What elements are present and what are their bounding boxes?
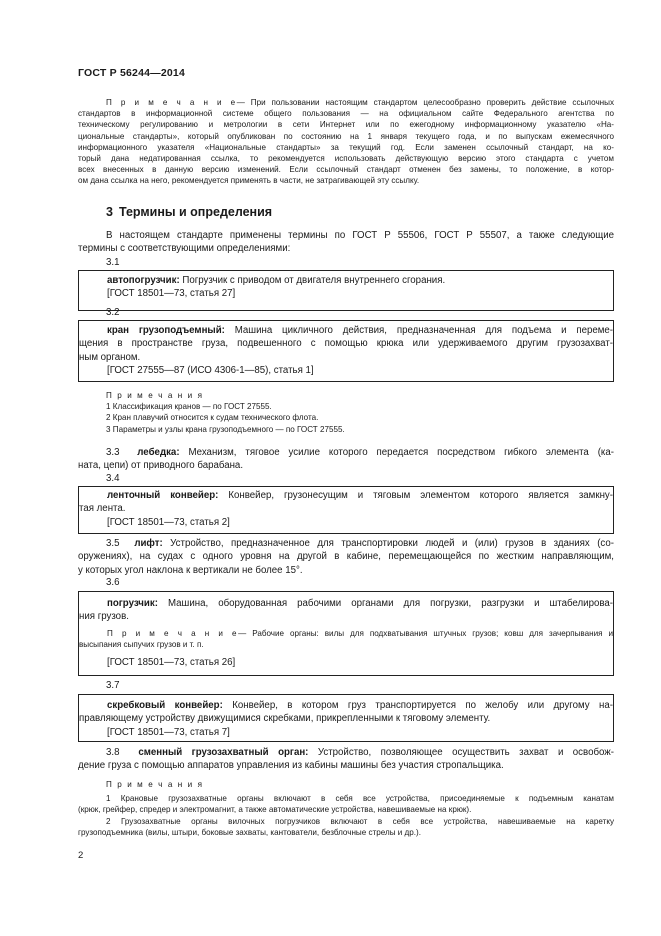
- section-intro: В настоящем стандарте применены термины по ГОСТ Р 55506, ГОСТ Р 55507, а также следующие термины с соответствующими определениями:: [78, 230, 614, 255]
- term-box-3-1: автопогрузчик: Погрузчик с приводом от двигателя внутреннего сгорания. [ГОСТ 18501—73, статья 27]: [78, 270, 614, 311]
- note-line: техническому регулированию и метрологии в сети Интернет или по ежегодному информационному указателю «На-: [78, 120, 614, 130]
- note-line: торый дана недатированная ссылка, то рекомендуется использовать действующую версию этого стандарта с учетом: [78, 154, 614, 164]
- top-note: [78, 97, 614, 187]
- term-name: лифт:: [134, 538, 163, 549]
- term-box-3-7: скребковый конвейер: Конвейер, в котором груз транспортируется по желобу или другому на- правляющему устройству движущимися скребками, прикрепленными к тяговому элементу. [ГОСТ 18501—73, статья 7]: [78, 694, 614, 742]
- note-label: П р и м е ч а н и е: [107, 628, 239, 638]
- notes-label: П р и м е ч а н и я: [106, 780, 204, 789]
- note-line: всех внесенных в данную версию изменений. Если ссылочный стандарт отменен без замены, то положение, в котор-: [78, 165, 614, 175]
- term-box-3-2: кран грузоподъемный: Машина цикличного действия, предназначенная для подъема и переме- щения в пространстве груза, подвешенного с помощью крюка или удерживаемого другим грузозахват- ным органом. [ГОСТ 27555—87 (ИСО 4306-1—85), статья 1]: [78, 320, 614, 382]
- term-name: сменный грузозахватный орган:: [138, 747, 309, 758]
- term-box-3-4: ленточный конвейер: Конвейер, грузонесущим и тяговым элементом которого является замкну- тая лента. [ГОСТ 18501—73, статья 2]: [78, 486, 614, 534]
- note-line: П р и м е ч а н и е— При пользовании настоящим стандартом целесообразно проверить действие ссылочных: [106, 98, 614, 107]
- section-title-text: Термины и определения: [118, 205, 273, 219]
- note-item: грузоподъемника (вилы, штыри, боковые захваты, кантователи, безблочные стрелы и др.).: [78, 827, 421, 837]
- note-item: 2 Грузозахватные органы вилочных погрузчиков включают в себя все устройства, навешиваемые на каретку: [106, 816, 614, 826]
- note-line: стандартов в информационной системе общего пользования — на официальном сайте Федерального агентства по: [78, 109, 614, 119]
- note-item: 1 Классификация кранов — по ГОСТ 27555.: [106, 402, 272, 412]
- term-reference: [ГОСТ 18501—73, статья 7]: [107, 726, 230, 738]
- term-box-3-6: погрузчик: Машина, оборудованная рабочими органами для погрузки, разгрузки и штабелирова- ния грузов. П р и м е ч а н и е— Рабочие органы: вилы для подхватывания штучных грузов; ковш для зачерпывания и высыпания сыпучих грузов и т. п. [ГОСТ 18501—73, статья 26]: [78, 591, 614, 676]
- term-reference: [ГОСТ 18501—73, статья 27]: [107, 288, 236, 300]
- notes-3-8: [78, 779, 614, 838]
- term-number: 3.2: [106, 307, 120, 318]
- term-name: лебедка:: [137, 447, 180, 458]
- term-number: 3.7: [106, 680, 120, 691]
- note-label: П р и м е ч а н и е: [106, 98, 237, 107]
- section-number: 3: [106, 205, 113, 219]
- term-number: 3.3: [106, 447, 120, 458]
- notes-3-2: [78, 390, 614, 435]
- note-line: информационного указателя «Национальные стандарты» за текущий год. Если заменен ссылочный стандарт, на ко-: [78, 142, 614, 152]
- term-number: 3.4: [106, 473, 120, 484]
- term-name: кран грузоподъемный:: [107, 325, 225, 336]
- term-name: скребковый конвейер:: [107, 700, 223, 711]
- note-line: циональные стандарты», который опубликован по состоянию на 1 января текущего года, и по выпускам ежемесячного: [78, 131, 614, 141]
- note-item: (крюк, грейфер, спредер и электромагнит, а также автоматические устройства, навешиваемые на крюк).: [78, 805, 472, 815]
- term-3-8: 3.8 сменный грузозахватный орган: Устройство, позволяющее осуществить захват и освобож- дение груза с помощью аппаратов управления из кабины машины без участия стропальщика.: [78, 747, 614, 772]
- term-name: погрузчик:: [107, 598, 158, 609]
- section-title: [106, 205, 272, 219]
- term-reference: [ГОСТ 18501—73, статья 2]: [107, 516, 230, 528]
- term-number: 3.1: [106, 257, 120, 268]
- page-header: ГОСТ Р 56244—2014: [78, 67, 186, 79]
- term-3-3: 3.3 лебедка: Механизм, тяговое усилие которого передается посредством гибкого элемента (ка- ната, цепи) от приводного барабана.: [78, 447, 614, 472]
- term-reference: [ГОСТ 27555—87 (ИСО 4306-1—85), статья 1]: [107, 365, 314, 377]
- note-item: 3 Параметры и узлы крана грузоподъемного — по ГОСТ 27555.: [106, 424, 345, 434]
- term-name: ленточный конвейер:: [107, 490, 219, 501]
- term-note: П р и м е ч а н и е— Рабочие органы: вилы для подхватывания штучных грузов; ковш для зачерпывания и высыпания сыпучих грузов и т. п.: [79, 628, 613, 649]
- page-number: 2: [78, 850, 84, 861]
- term-3-5: 3.5 лифт: Устройство, предназначенное для транспортировки людей и (или) грузов в зданиях (со- оружениях), на судах с одного уровня на другой в кабине, перемещающейся по жестким направляющим, у которых угол наклона к вертикали не более 15°.: [78, 538, 614, 576]
- term-number: 3.6: [106, 577, 120, 588]
- notes-label: П р и м е ч а н и я: [106, 391, 204, 400]
- term-reference: [ГОСТ 18501—73, статья 26]: [107, 656, 236, 668]
- term-number: 3.5: [106, 538, 120, 549]
- term-number: 3.8: [106, 747, 120, 758]
- note-item: 2 Кран плавучий относится к судам технического флота.: [106, 413, 319, 423]
- note-line: ом дана ссылка на него, рекомендуется применять в части, не затрагивающей эту ссылку.: [78, 176, 420, 186]
- term-name: автопогрузчик:: [107, 275, 180, 286]
- note-item: 1 Крановые грузозахватные органы включают в себя все устройства, присоединяемые к подъемным канатам: [106, 794, 614, 804]
